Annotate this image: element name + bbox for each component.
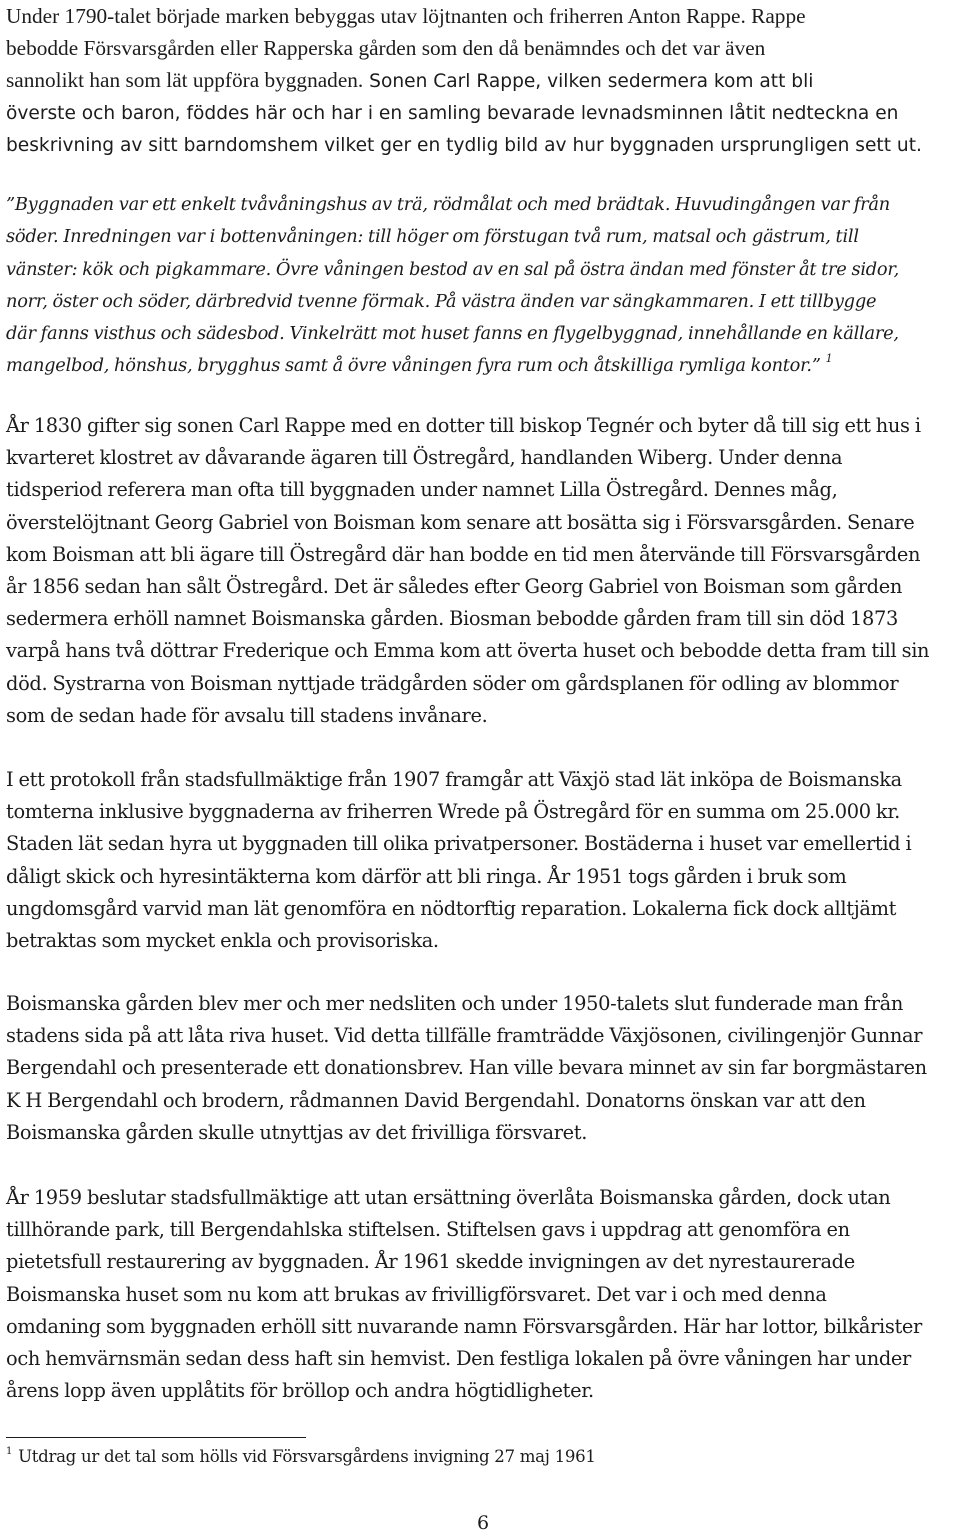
text-line: och hemvärnsmän sedan dess haft sin hemvist. Den festliga lokalen på övre våningen har under <box>6 1347 911 1371</box>
text-line: år 1856 sedan han sålt Östregård. Det är således efter Georg Gabriel von Boisman som gården <box>6 575 902 599</box>
text-line: pietetsfull restaurering av byggnaden. År 1961 skedde invigningen av det nyrestaurerade <box>6 1250 855 1274</box>
text-line: tomterna inklusive byggnaderna av friherren Wrede på Östregård för en summa om 25.000 kr. <box>6 800 900 824</box>
footnote <box>6 1444 906 1470</box>
text-line: Bergendahl och presenterade ett donationsbrev. Han ville bevara minnet av sin far borgmästaren <box>6 1056 927 1080</box>
text-line: ungdomsgård varvid man lät genomföra en nödtorftig reparation. Lokalerna fick dock alltjämt <box>6 896 897 920</box>
text-line: Boismanska huset som nu kom att brukas av frivilligförsvaret. Det var i och med denna <box>6 1282 827 1306</box>
text-line: År 1959 beslutar stadsfullmäktige att utan ersättning överlåta Boismanska gården, dock utan <box>6 1186 891 1209</box>
text-line: kvarteret klostret av dåvarande ägaren till Östregård, handlanden Wiberg. Under denna <box>6 446 843 470</box>
text-line: tillhörande park, till Bergendahlska stiftelsen. Stiftelsen gavs i uppdrag att genomföra en <box>6 1218 850 1242</box>
text-line: död. Systrarna von Boisman nyttjade trädgården söder om gårdsplanen för odling av blommor <box>6 671 899 695</box>
paragraph-1907 <box>6 764 956 957</box>
text-line <box>6 64 956 98</box>
page-number: 6 <box>476 1512 490 1534</box>
text-segment: sannolikt han som lät uppföra byggnaden. <box>6 68 364 92</box>
quote-line: ”Byggnaden var ett enkelt tvåvåningshus av trä, rödmålat och med brädtak. Huvudingången var från <box>6 194 890 215</box>
text-line: överstelöjtnant Georg Gabriel von Boisman kom senare att bosätta sig i Försvarsgården. Senare <box>6 510 915 534</box>
intro-paragraph <box>6 0 956 162</box>
text-line: överste och baron, föddes här och har i en samling bevarade levnadsminnen låtit nedteckna en <box>6 103 899 124</box>
footnote-marker: 1 <box>6 1446 13 1457</box>
text-line: varpå hans två döttrar Frederique och Emma kom att överta huset och bebodde detta fram till sin <box>6 639 930 663</box>
quote-line <box>6 350 956 382</box>
text-line: sedermera erhöll namnet Boismanska gården. Biosman bebodde gården fram till sin död 1873 <box>6 607 898 631</box>
paragraph-1950 <box>6 988 956 1149</box>
text-line: tidsperiod referera man ofta till byggnaden under namnet Lilla Östregård. Dennes måg, <box>6 478 838 502</box>
quote-paragraph <box>6 189 956 383</box>
quote-line: vänster: kök och pigkammare. Övre våningen bestod av en sal på östra ändan med fönster åt tre sidor, <box>6 258 900 280</box>
footnote-divider <box>6 1437 306 1438</box>
footnote-text: Utdrag ur det tal som hölls vid Försvarsgårdens invigning 27 maj 1961 <box>18 1447 596 1466</box>
footnote-reference[interactable]: 1 <box>825 352 833 366</box>
text-line: dåligt skick och hyresintäkterna kom därför att bli ringa. År 1951 togs gården i bruk som <box>6 864 847 888</box>
text-line: som de sedan hade för avsalu till stadens invånare. <box>6 703 488 727</box>
quote-line: där fanns visthus och sädesbod. Vinkelrätt mot huset fanns en flygelbyggnad, innehållande en källare, <box>6 323 899 345</box>
text-line: Boismanska gården skulle utnyttjas av det frivilliga försvaret. <box>6 1120 588 1144</box>
text-line: betraktas som mycket enkla och provisoriska. <box>6 929 439 953</box>
text-line: I ett protokoll från stadsfullmäktige från 1907 framgår att Växjö stad lät inköpa de Boismanska <box>6 768 902 791</box>
text-line: kom Boisman att bli ägare till Östregård där han bodde en tid men återvände till Försvarsgården <box>6 542 921 566</box>
text-line: K H Bergendahl och brodern, rådmannen David Bergendahl. Donatorns önskan var att den <box>6 1088 866 1112</box>
paragraph-1959 <box>6 1182 956 1407</box>
quote-text: mangelbod, hönshus, brygghus samt å övre våningen fyra rum och åtskilliga rymliga kontor.” <box>6 355 821 377</box>
text-segment: Sonen Carl Rappe, vilken sedermera kom att bli <box>363 71 814 92</box>
text-line: årens lopp även upplåtits för bröllop och andra högtidligheter. <box>6 1379 594 1403</box>
text-line: omdaning som byggnaden erhöll sitt nuvarande namn Försvarsgården. Här har lottor, bilkårister <box>6 1314 922 1338</box>
quote-line: norr, öster och söder, därbredvid tvenne förmak. På västra änden var sängkammaren. I ett tillbygge <box>6 290 877 312</box>
paragraph-1830 <box>6 410 956 732</box>
text-line: beskrivning av sitt barndomshem vilket ger en tydlig bild av hur byggnaden ursprungligen sett ut. <box>6 135 922 156</box>
text-line: stadens sida på att låta riva huset. Vid detta tillfälle framträdde Växjösonen, civilingenjör Gunnar <box>6 1024 923 1048</box>
quote-line: söder. Inredningen var i bottenvåningen: till höger om förstugan två rum, matsal och gästrum, till <box>6 226 859 248</box>
text-line: År 1830 gifter sig sonen Carl Rappe med en dotter till biskop Tegnér och byter då till sig ett hus i <box>6 414 921 437</box>
text-line: Boismanska gården blev mer och mer nedsliten och under 1950-talets slut funderade man från <box>6 992 903 1015</box>
text-line: bebodde Försvarsgården eller Rapperska gården som den då benämndes och det var även <box>6 36 766 60</box>
text-line: Staden lät sedan hyra ut byggnaden till olika privatpersoner. Bostäderna i huset var emellertid i <box>6 832 912 856</box>
text-line: Under 1790-talet började marken bebyggas utav löjtnanten och friherren Anton Rappe. Rappe <box>6 4 806 28</box>
